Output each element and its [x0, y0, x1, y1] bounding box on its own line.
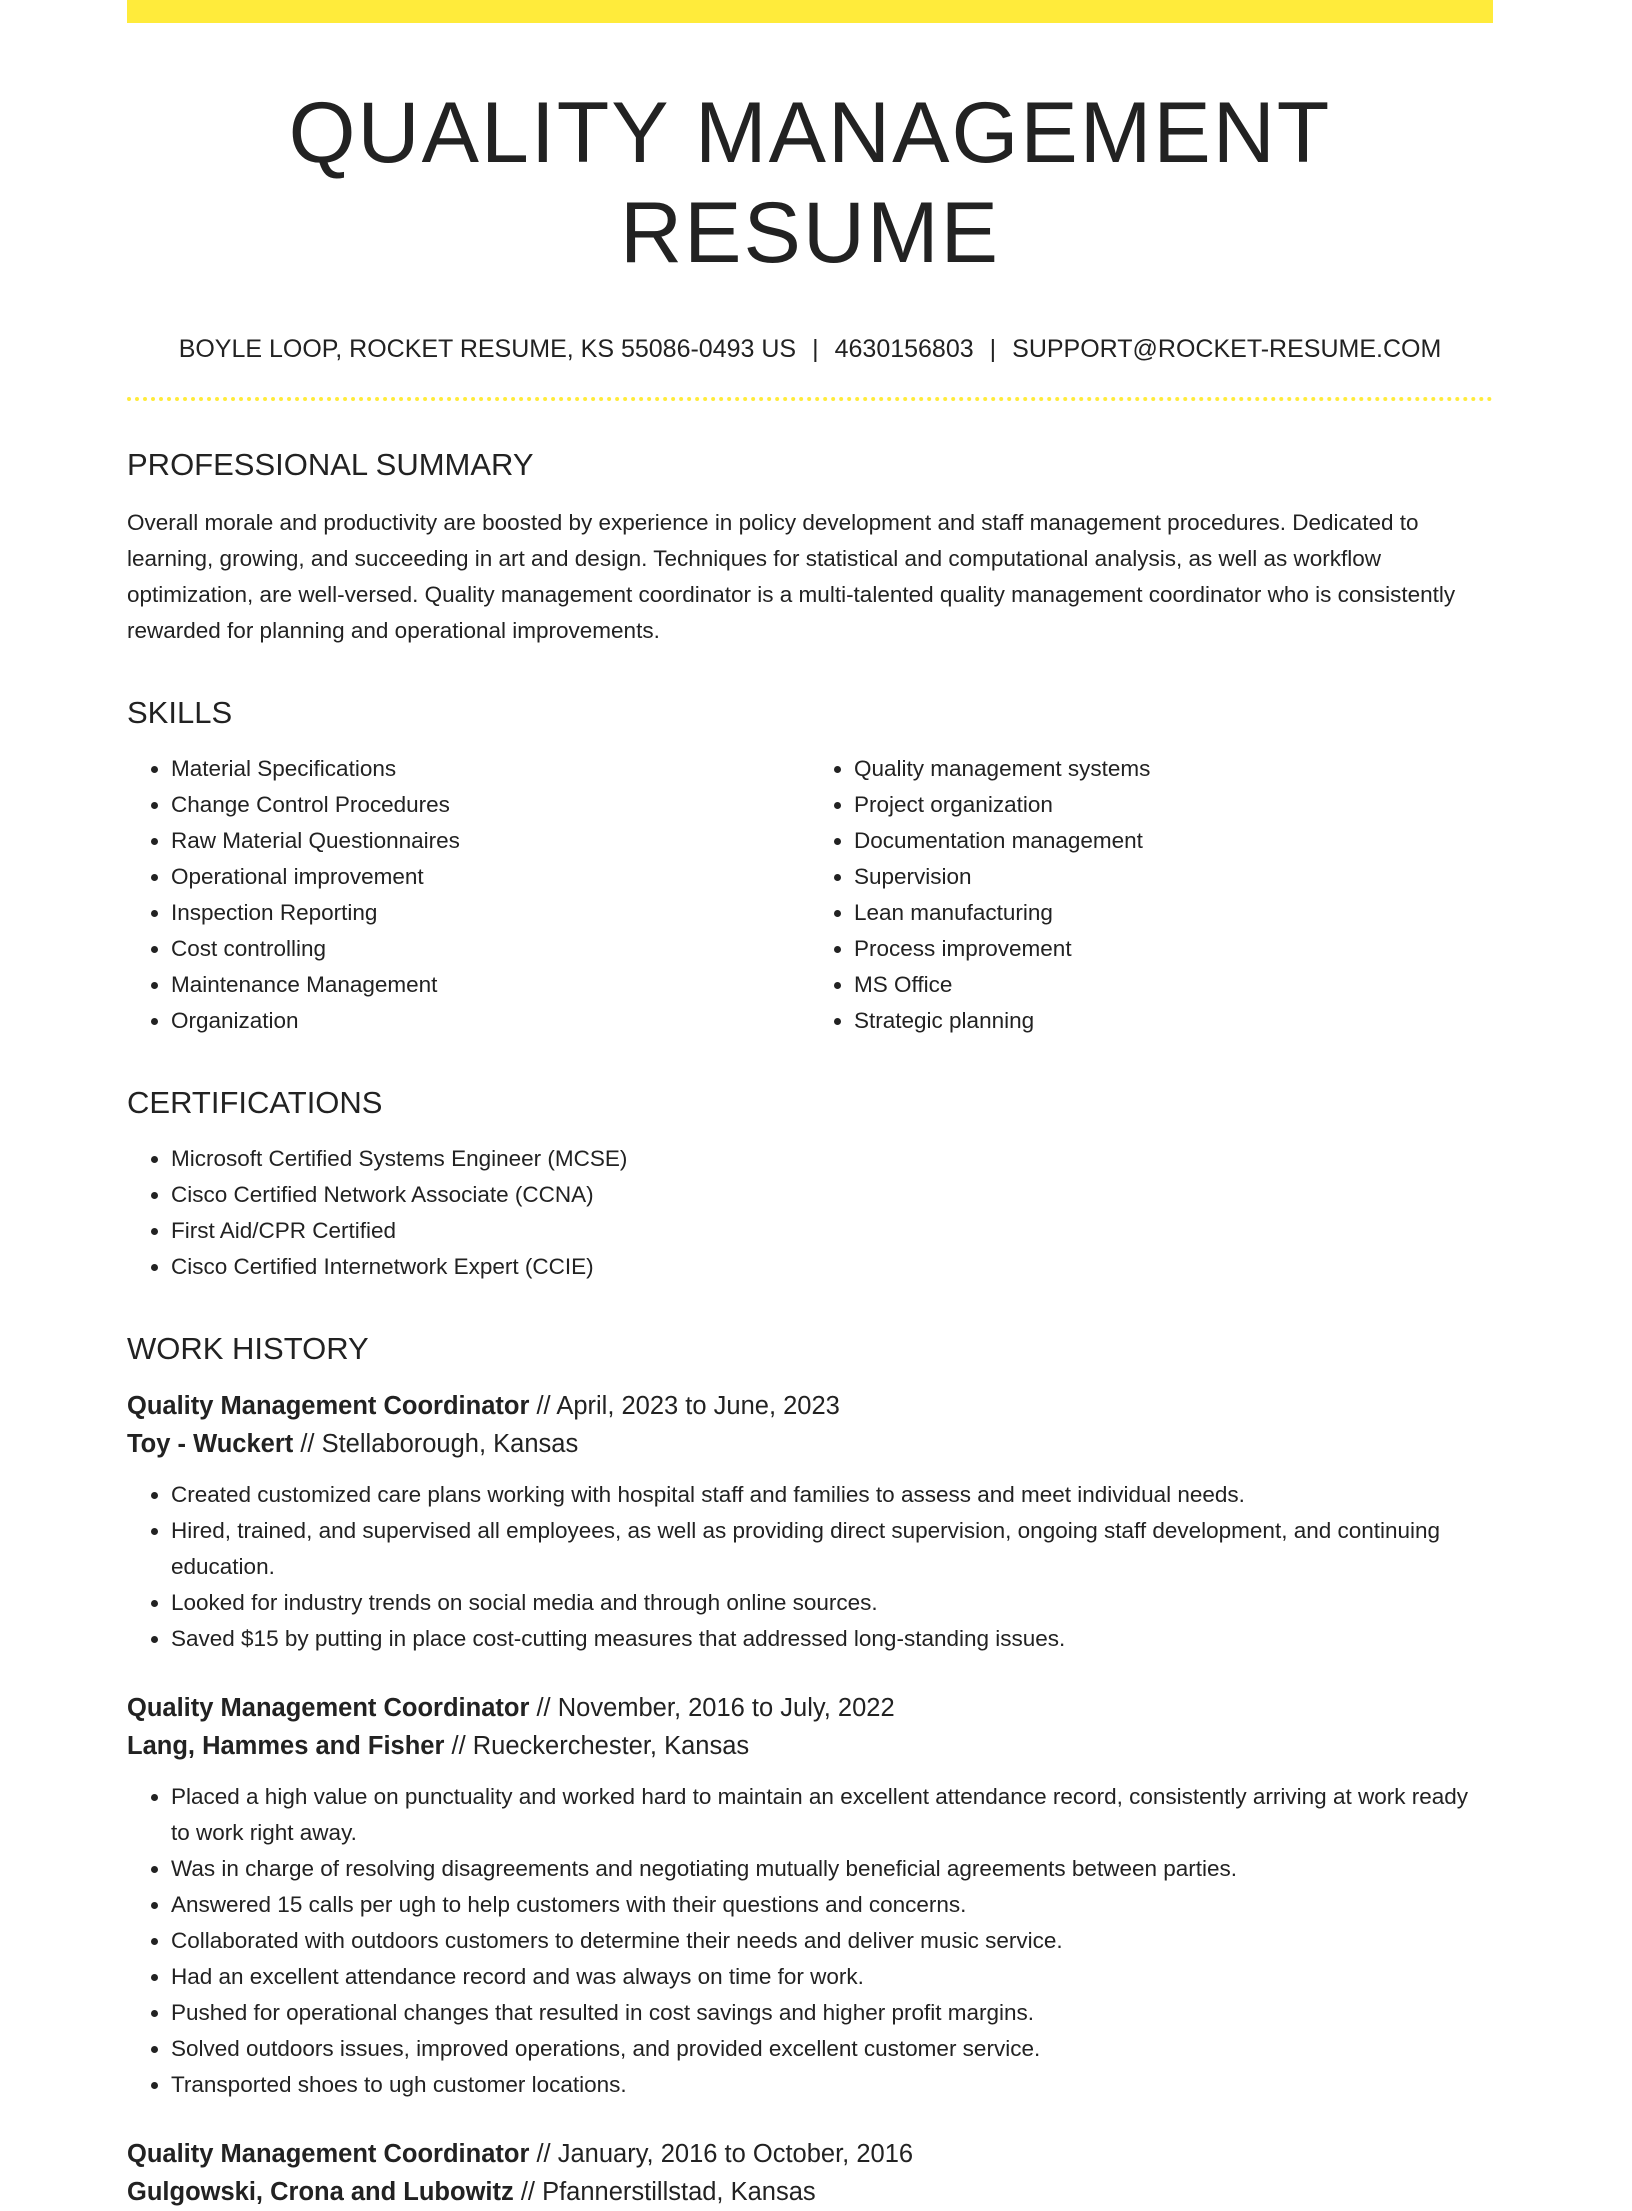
skill-item: • Organization — [171, 1003, 810, 1039]
contact-phone: 4630156803 — [834, 335, 974, 363]
summary-text: Overall morale and productivity are boosted by experience in policy development and staff management procedures. Dedicated to learning, growing, and succeeding in art and design. Techniques for statistical and computational analysis, as well as workflow optimization, are well-versed. Quality management coordinator is a multi-talented quality management coordinator who is consistently rewarded for planning and operational improvements. — [127, 510, 1456, 643]
job-location: Rueckerchester, Kansas — [472, 1732, 750, 1760]
contact-email: SUPPORT@ROCKET-RESUME.COM — [1012, 335, 1442, 363]
job-dates: April, 2023 to June, 2023 — [556, 1392, 840, 1420]
job-bullet: • Transported shoes to ugh customer locations. — [171, 2067, 1493, 2103]
job-company: Gulgowski, Crona and Lubowitz — [127, 2178, 514, 2206]
resume-title: QUALITY MANAGEMENT RESUME — [288, 85, 1332, 281]
job-separator: // — [529, 1694, 558, 1722]
contact-address: BOYLE LOOP, ROCKET RESUME, KS 55086-0493 US — [178, 335, 797, 363]
skill-item: • Process improvement — [854, 931, 1493, 967]
job-bullet: • Saved $15 by putting in place cost-cutting measures that addressed long-standing issues. — [171, 1621, 1493, 1657]
summary-heading: PROFESSIONAL SUMMARY — [127, 447, 534, 482]
job-bullet: • Solved outdoors issues, improved operations, and provided excellent customer service. — [171, 2031, 1493, 2067]
skill-item: • Supervision — [854, 859, 1493, 895]
job-dates: January, 2016 to October, 2016 — [557, 2140, 914, 2168]
job-separator: // — [293, 1430, 322, 1458]
job-bullet: • Had an excellent attendance record and was always on time for work. — [171, 1959, 1493, 1995]
job-bullet: • Placed a high value on punctuality and worked hard to maintain an excellent attendance record, consistently arriving at work ready to work right away. — [171, 1779, 1493, 1851]
job-company-line — [127, 2173, 1493, 2211]
certifications-heading: CERTIFICATIONS — [127, 1085, 383, 1120]
job-bullet: • Looked for industry trends on social media and through online sources. — [171, 1585, 1493, 1621]
skill-item: • Operational improvement — [171, 859, 810, 895]
job-bullets — [127, 1779, 1493, 2103]
job-title: Quality Management Coordinator — [127, 1694, 530, 1722]
job-separator: // — [513, 2178, 543, 2206]
skill-item: • Maintenance Management — [171, 967, 810, 1003]
job-title-line — [127, 1387, 1493, 1425]
skills-columns — [127, 751, 1493, 1039]
job-entry — [127, 1689, 1493, 2103]
certifications-list — [127, 1141, 1493, 1285]
work-history-heading: WORK HISTORY — [127, 1331, 369, 1366]
certification-item: • Cisco Certified Internetwork Expert (CCIE) — [171, 1249, 1493, 1285]
top-accent-bar — [127, 0, 1493, 23]
skills-list-right — [810, 751, 1493, 1039]
skill-item: • Lean manufacturing — [854, 895, 1493, 931]
skill-item: • Strategic planning — [854, 1003, 1493, 1039]
skill-item: • Change Control Procedures — [171, 787, 810, 823]
job-title: Quality Management Coordinator — [127, 1392, 530, 1420]
job-title: Quality Management Coordinator — [127, 2140, 530, 2168]
contact-line — [127, 333, 1493, 365]
skill-item: • MS Office — [854, 967, 1493, 1003]
job-bullet: • Was in charge of resolving disagreements and negotiating mutually beneficial agreements between parties. — [171, 1851, 1493, 1887]
job-dates: November, 2016 to July, 2022 — [557, 1694, 895, 1722]
skill-item: • Quality management systems — [854, 751, 1493, 787]
job-company: Lang, Hammes and Fisher — [127, 1732, 445, 1760]
job-company-line — [127, 1425, 1493, 1463]
job-company: Toy - Wuckert — [127, 1430, 294, 1458]
resume-page — [127, 0, 1493, 2211]
job-bullet: • Collaborated with outdoors customers to determine their needs and deliver music service. — [171, 1923, 1493, 1959]
job-entry — [127, 2135, 1493, 2211]
job-bullets — [127, 1477, 1493, 1657]
job-separator: // — [529, 2140, 558, 2168]
header-divider — [127, 397, 1493, 401]
skill-item: • Project organization — [854, 787, 1493, 823]
job-company-line — [127, 1727, 1493, 1765]
contact-separator: | — [812, 335, 819, 363]
contact-separator: | — [989, 335, 997, 363]
job-location: Pfannerstillstad, Kansas — [542, 2178, 816, 2206]
skill-item: • Documentation management — [854, 823, 1493, 859]
job-bullet: • Pushed for operational changes that resulted in cost savings and higher profit margins. — [171, 1995, 1493, 2031]
job-separator: // — [529, 1392, 557, 1420]
job-bullet: • Answered 15 calls per ugh to help customers with their questions and concerns. — [171, 1887, 1493, 1923]
job-bullet: • Created customized care plans working with hospital staff and families to assess and meet individual needs. — [171, 1477, 1493, 1513]
skill-item: • Inspection Reporting — [171, 895, 810, 931]
certification-item: • Cisco Certified Network Associate (CCNA) — [171, 1177, 1493, 1213]
job-separator: // — [444, 1732, 473, 1760]
skills-list-left — [127, 751, 810, 1039]
skill-item: • Material Specifications — [171, 751, 810, 787]
job-bullet: • Hired, trained, and supervised all employees, as well as providing direct supervision, ongoing staff development, and continuing education. — [171, 1513, 1493, 1585]
skill-item: • Cost controlling — [171, 931, 810, 967]
job-location: Stellaborough, Kansas — [321, 1430, 579, 1458]
skills-heading: SKILLS — [127, 695, 233, 730]
job-title-line — [127, 2135, 1493, 2173]
skill-item: • Raw Material Questionnaires — [171, 823, 810, 859]
job-title-line — [127, 1689, 1493, 1727]
certification-item: • First Aid/CPR Certified — [171, 1213, 1493, 1249]
job-entry — [127, 1387, 1493, 1657]
certification-item: • Microsoft Certified Systems Engineer (MCSE) — [171, 1141, 1493, 1177]
